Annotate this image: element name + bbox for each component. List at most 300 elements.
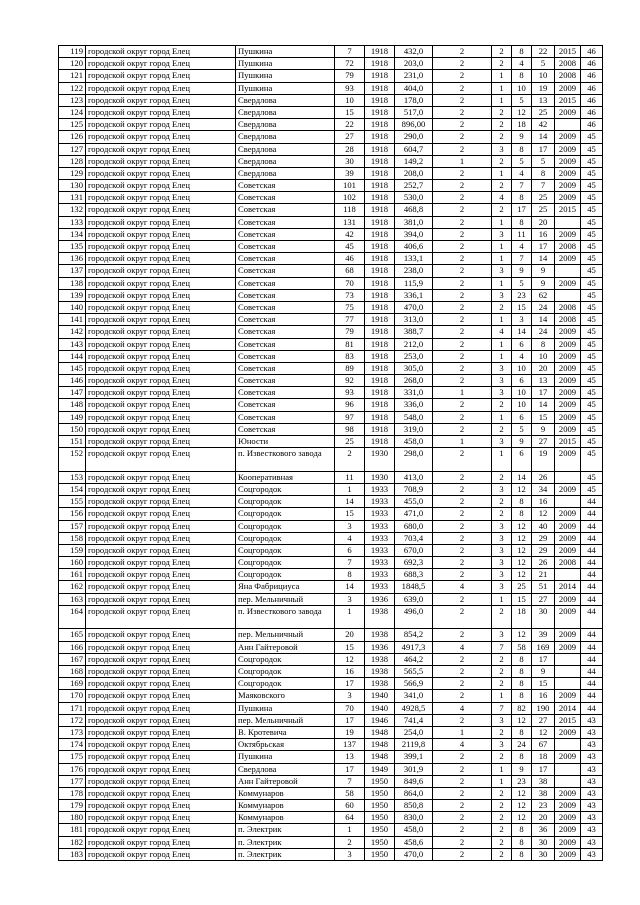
row-number: 127	[59, 143, 86, 155]
year-cell: 1933	[365, 508, 395, 520]
house-cell: 79	[335, 326, 365, 338]
street-cell: Коммунаров	[236, 800, 335, 812]
street-cell: Советская	[236, 216, 335, 228]
value1-cell: 8	[512, 496, 532, 508]
house-cell: 1	[335, 483, 365, 495]
street-cell: Свердлова	[236, 131, 335, 143]
row-number: 167	[59, 653, 86, 665]
entrances-cell: 7	[492, 702, 512, 714]
house-cell: 118	[335, 204, 365, 216]
street-cell: Советская	[236, 423, 335, 435]
district-cell: городской округ город Елец	[86, 387, 236, 399]
year-cell: 1949	[365, 763, 395, 775]
house-cell: 102	[335, 192, 365, 204]
area-cell: 854,2	[395, 629, 433, 641]
row-number: 141	[59, 314, 86, 326]
last-cell: 45	[581, 375, 603, 387]
floors-cell: 2	[433, 375, 492, 387]
repair-year-cell: 2009	[555, 448, 581, 472]
table-row	[59, 800, 603, 812]
row-number: 132	[59, 204, 86, 216]
entrances-cell: 3	[492, 520, 512, 532]
value2-cell: 25	[532, 192, 555, 204]
repair-year-cell: 2008	[555, 58, 581, 70]
repair-year-cell	[555, 653, 581, 665]
value2-cell: 14	[532, 131, 555, 143]
district-cell: городской округ город Елец	[86, 411, 236, 423]
repair-year-cell: 2009	[555, 192, 581, 204]
repair-year-cell: 2009	[555, 690, 581, 702]
street-cell: Свердлова	[236, 763, 335, 775]
value1-cell: 4	[512, 167, 532, 179]
table-row	[59, 848, 603, 860]
last-cell: 43	[581, 751, 603, 763]
year-cell: 1918	[365, 399, 395, 411]
entrances-cell: 1	[492, 775, 512, 787]
year-cell: 1918	[365, 289, 395, 301]
floors-cell: 4	[433, 581, 492, 593]
district-cell: городской округ город Елец	[86, 399, 236, 411]
row-number: 158	[59, 532, 86, 544]
floors-cell: 2	[433, 471, 492, 483]
value2-cell: 36	[532, 824, 555, 836]
entrances-cell: 2	[492, 399, 512, 411]
value2-cell: 29	[532, 532, 555, 544]
house-cell: 3	[335, 520, 365, 532]
last-cell: 44	[581, 544, 603, 556]
table-row	[59, 167, 603, 179]
last-cell: 44	[581, 666, 603, 678]
street-cell: Советская	[236, 289, 335, 301]
value2-cell: 67	[532, 739, 555, 751]
value1-cell: 3	[512, 314, 532, 326]
year-cell: 1918	[365, 216, 395, 228]
row-number: 159	[59, 544, 86, 556]
value1-cell: 8	[512, 216, 532, 228]
floors-cell: 2	[433, 763, 492, 775]
entrances-cell: 3	[492, 714, 512, 726]
street-cell: п. Электрик	[236, 824, 335, 836]
street-cell: Свердлова	[236, 143, 335, 155]
value2-cell: 9	[532, 423, 555, 435]
value1-cell: 7	[512, 180, 532, 192]
row-number: 137	[59, 265, 86, 277]
row-number: 163	[59, 593, 86, 605]
area-cell: 406,6	[395, 241, 433, 253]
repair-year-cell: 2009	[555, 155, 581, 167]
table-row	[59, 714, 603, 726]
house-cell: 6	[335, 544, 365, 556]
year-cell: 1918	[365, 155, 395, 167]
value2-cell: 24	[532, 301, 555, 313]
area-cell: 4928,5	[395, 702, 433, 714]
entrances-cell: 1	[492, 411, 512, 423]
row-number: 171	[59, 702, 86, 714]
entrances-cell: 2	[492, 678, 512, 690]
last-cell: 44	[581, 593, 603, 605]
repair-year-cell: 2009	[555, 593, 581, 605]
street-cell: Пушкина	[236, 58, 335, 70]
table-row	[59, 629, 603, 641]
value1-cell: 8	[512, 836, 532, 848]
last-cell: 45	[581, 204, 603, 216]
last-cell: 44	[581, 641, 603, 653]
row-number: 133	[59, 216, 86, 228]
floors-cell: 2	[433, 787, 492, 799]
entrances-cell: 2	[492, 180, 512, 192]
row-number: 175	[59, 751, 86, 763]
last-cell: 43	[581, 763, 603, 775]
table-row	[59, 253, 603, 265]
district-cell: городской округ город Елец	[86, 362, 236, 374]
street-cell: Пушкина	[236, 46, 335, 58]
district-cell: городской округ город Елец	[86, 763, 236, 775]
table-row	[59, 399, 603, 411]
value1-cell: 24	[512, 739, 532, 751]
year-cell: 1930	[365, 471, 395, 483]
repair-year-cell: 2009	[555, 483, 581, 495]
floors-cell: 2	[433, 496, 492, 508]
row-number: 124	[59, 106, 86, 118]
table-row	[59, 82, 603, 94]
year-cell: 1918	[365, 301, 395, 313]
row-number: 173	[59, 726, 86, 738]
area-cell: 688,3	[395, 569, 433, 581]
house-cell: 15	[335, 641, 365, 653]
area-cell: 268,0	[395, 375, 433, 387]
year-cell: 1938	[365, 653, 395, 665]
row-number: 148	[59, 399, 86, 411]
last-cell: 45	[581, 289, 603, 301]
row-number: 183	[59, 848, 86, 860]
entrances-cell: 1	[492, 763, 512, 775]
value2-cell: 7	[532, 180, 555, 192]
house-cell: 42	[335, 228, 365, 240]
floors-cell: 2	[433, 46, 492, 58]
row-number: 136	[59, 253, 86, 265]
house-cell: 3	[335, 593, 365, 605]
entrances-cell: 1	[492, 690, 512, 702]
last-cell: 45	[581, 471, 603, 483]
area-cell: 115,9	[395, 277, 433, 289]
table-row	[59, 204, 603, 216]
row-number: 120	[59, 58, 86, 70]
last-cell: 45	[581, 338, 603, 350]
area-cell: 850,8	[395, 800, 433, 812]
repair-year-cell: 2008	[555, 241, 581, 253]
entrances-cell: 2	[492, 119, 512, 131]
value2-cell: 169	[532, 641, 555, 653]
last-cell: 45	[581, 399, 603, 411]
year-cell: 1918	[365, 58, 395, 70]
last-cell: 45	[581, 277, 603, 289]
area-cell: 703,4	[395, 532, 433, 544]
house-cell: 131	[335, 216, 365, 228]
street-cell: Пушкина	[236, 70, 335, 82]
house-cell: 64	[335, 812, 365, 824]
entrances-cell: 3	[492, 581, 512, 593]
value1-cell: 8	[512, 508, 532, 520]
last-cell: 43	[581, 848, 603, 860]
area-cell: 149,2	[395, 155, 433, 167]
value1-cell: 6	[512, 375, 532, 387]
district-cell: городской округ город Елец	[86, 812, 236, 824]
year-cell: 1918	[365, 277, 395, 289]
value1-cell: 8	[512, 824, 532, 836]
value1-cell: 4	[512, 58, 532, 70]
area-cell: 458,0	[395, 824, 433, 836]
value2-cell: 9	[532, 666, 555, 678]
row-number: 134	[59, 228, 86, 240]
entrances-cell: 3	[492, 483, 512, 495]
table-row	[59, 265, 603, 277]
value1-cell: 82	[512, 702, 532, 714]
district-cell: городской округ город Елец	[86, 106, 236, 118]
floors-cell: 1	[433, 387, 492, 399]
row-number: 152	[59, 448, 86, 472]
year-cell: 1918	[365, 82, 395, 94]
district-cell: городской округ город Елец	[86, 423, 236, 435]
entrances-cell: 2	[492, 58, 512, 70]
floors-cell: 1	[433, 155, 492, 167]
year-cell: 1918	[365, 314, 395, 326]
district-cell: городской округ город Елец	[86, 557, 236, 569]
street-cell: Советская	[236, 411, 335, 423]
table-row	[59, 483, 603, 495]
row-number: 130	[59, 180, 86, 192]
floors-cell: 1	[433, 436, 492, 448]
last-cell: 45	[581, 155, 603, 167]
table-row	[59, 471, 603, 483]
table-row	[59, 326, 603, 338]
year-cell: 1950	[365, 836, 395, 848]
value2-cell: 14	[532, 399, 555, 411]
street-cell: п. Электрик	[236, 848, 335, 860]
repair-year-cell: 2009	[555, 605, 581, 629]
year-cell: 1918	[365, 143, 395, 155]
value2-cell: 14	[532, 253, 555, 265]
row-number: 157	[59, 520, 86, 532]
street-cell: Советская	[236, 277, 335, 289]
table-row	[59, 520, 603, 532]
house-cell: 17	[335, 763, 365, 775]
entrances-cell: 2	[492, 508, 512, 520]
value1-cell: 15	[512, 301, 532, 313]
row-number: 142	[59, 326, 86, 338]
district-cell: городской округ город Елец	[86, 228, 236, 240]
house-cell: 77	[335, 314, 365, 326]
entrances-cell: 1	[492, 94, 512, 106]
floors-cell: 2	[433, 666, 492, 678]
area-cell: 336,1	[395, 289, 433, 301]
district-cell: городской округ город Елец	[86, 508, 236, 520]
last-cell: 45	[581, 448, 603, 472]
street-cell: п. Известкового завода	[236, 448, 335, 472]
year-cell: 1936	[365, 641, 395, 653]
value1-cell: 6	[512, 338, 532, 350]
value1-cell: 12	[512, 483, 532, 495]
table-row	[59, 666, 603, 678]
value2-cell: 23	[532, 800, 555, 812]
entrances-cell: 2	[492, 471, 512, 483]
table-row	[59, 277, 603, 289]
year-cell: 1918	[365, 70, 395, 82]
house-cell: 98	[335, 423, 365, 435]
house-cell: 83	[335, 350, 365, 362]
row-number: 177	[59, 775, 86, 787]
floors-cell: 2	[433, 58, 492, 70]
repair-year-cell: 2009	[555, 544, 581, 556]
area-cell: 301,9	[395, 763, 433, 775]
repair-year-cell: 2008	[555, 557, 581, 569]
floors-cell: 2	[433, 167, 492, 179]
year-cell: 1933	[365, 557, 395, 569]
row-number: 131	[59, 192, 86, 204]
repair-year-cell	[555, 666, 581, 678]
year-cell: 1933	[365, 581, 395, 593]
area-cell: 388,7	[395, 326, 433, 338]
table-row	[59, 94, 603, 106]
entrances-cell: 1	[492, 350, 512, 362]
street-cell: Соцгородок	[236, 557, 335, 569]
value2-cell: 20	[532, 812, 555, 824]
table-row	[59, 155, 603, 167]
table-row	[59, 557, 603, 569]
last-cell: 43	[581, 726, 603, 738]
repair-year-cell: 2009	[555, 277, 581, 289]
value1-cell: 4	[512, 241, 532, 253]
row-number: 151	[59, 436, 86, 448]
repair-year-cell: 2009	[555, 836, 581, 848]
table-row	[59, 593, 603, 605]
entrances-cell: 2	[492, 824, 512, 836]
year-cell: 1918	[365, 119, 395, 131]
floors-cell: 2	[433, 338, 492, 350]
district-cell: городской округ город Елец	[86, 70, 236, 82]
last-cell: 46	[581, 94, 603, 106]
row-number: 170	[59, 690, 86, 702]
row-number: 119	[59, 46, 86, 58]
row-number: 138	[59, 277, 86, 289]
value1-cell: 5	[512, 423, 532, 435]
table-row	[59, 106, 603, 118]
table-row	[59, 70, 603, 82]
floors-cell: 2	[433, 119, 492, 131]
table-row	[59, 812, 603, 824]
floors-cell: 2	[433, 836, 492, 848]
value2-cell: 27	[532, 436, 555, 448]
table-row	[59, 678, 603, 690]
value1-cell: 12	[512, 714, 532, 726]
floors-cell: 2	[433, 569, 492, 581]
street-cell: Октябрьская	[236, 739, 335, 751]
year-cell: 1933	[365, 569, 395, 581]
value2-cell: 39	[532, 629, 555, 641]
district-cell: городской округ город Елец	[86, 326, 236, 338]
district-cell: городской округ город Елец	[86, 775, 236, 787]
year-cell: 1918	[365, 131, 395, 143]
area-cell: 212,0	[395, 338, 433, 350]
street-cell: Свердлова	[236, 94, 335, 106]
value2-cell: 9	[532, 277, 555, 289]
street-cell: пер. Мельничный	[236, 714, 335, 726]
district-cell: городской округ город Елец	[86, 666, 236, 678]
last-cell: 44	[581, 508, 603, 520]
value1-cell: 9	[512, 763, 532, 775]
floors-cell: 2	[433, 423, 492, 435]
house-cell: 75	[335, 301, 365, 313]
entrances-cell: 3	[492, 362, 512, 374]
last-cell: 46	[581, 58, 603, 70]
repair-year-cell: 2009	[555, 106, 581, 118]
area-cell: 458,6	[395, 836, 433, 848]
floors-cell: 2	[433, 241, 492, 253]
area-cell: 298,0	[395, 448, 433, 472]
area-cell: 517,0	[395, 106, 433, 118]
house-cell: 17	[335, 714, 365, 726]
row-number: 149	[59, 411, 86, 423]
row-number: 147	[59, 387, 86, 399]
street-cell: Советская	[236, 301, 335, 313]
value1-cell: 7	[512, 253, 532, 265]
value1-cell: 18	[512, 605, 532, 629]
value1-cell: 12	[512, 629, 532, 641]
area-cell: 341,0	[395, 690, 433, 702]
row-number: 165	[59, 629, 86, 641]
entrances-cell: 1	[492, 216, 512, 228]
area-cell: 413,0	[395, 471, 433, 483]
house-cell: 22	[335, 119, 365, 131]
district-cell: городской округ город Елец	[86, 739, 236, 751]
value1-cell: 12	[512, 787, 532, 799]
value1-cell: 5	[512, 277, 532, 289]
floors-cell: 2	[433, 180, 492, 192]
year-cell: 1918	[365, 375, 395, 387]
row-number: 123	[59, 94, 86, 106]
entrances-cell: 1	[492, 241, 512, 253]
district-cell: городской округ город Елец	[86, 46, 236, 58]
last-cell: 44	[581, 605, 603, 629]
area-cell: 468,8	[395, 204, 433, 216]
value1-cell: 9	[512, 436, 532, 448]
area-cell: 692,3	[395, 557, 433, 569]
entrances-cell: 3	[492, 143, 512, 155]
entrances-cell: 7	[492, 641, 512, 653]
house-cell: 7	[335, 557, 365, 569]
house-cell: 137	[335, 739, 365, 751]
row-number: 129	[59, 167, 86, 179]
value1-cell: 8	[512, 653, 532, 665]
repair-year-cell: 2015	[555, 46, 581, 58]
value1-cell: 12	[512, 557, 532, 569]
repair-year-cell: 2009	[555, 375, 581, 387]
entrances-cell: 2	[492, 204, 512, 216]
value1-cell: 14	[512, 471, 532, 483]
last-cell: 45	[581, 180, 603, 192]
street-cell: Юности	[236, 436, 335, 448]
street-cell: Соцгородок	[236, 544, 335, 556]
last-cell: 44	[581, 569, 603, 581]
row-number: 181	[59, 824, 86, 836]
last-cell: 43	[581, 824, 603, 836]
district-cell: городской округ город Елец	[86, 338, 236, 350]
floors-cell: 2	[433, 70, 492, 82]
value2-cell: 51	[532, 581, 555, 593]
repair-year-cell: 2014	[555, 702, 581, 714]
year-cell: 1918	[365, 338, 395, 350]
repair-year-cell: 2009	[555, 508, 581, 520]
value2-cell: 19	[532, 82, 555, 94]
